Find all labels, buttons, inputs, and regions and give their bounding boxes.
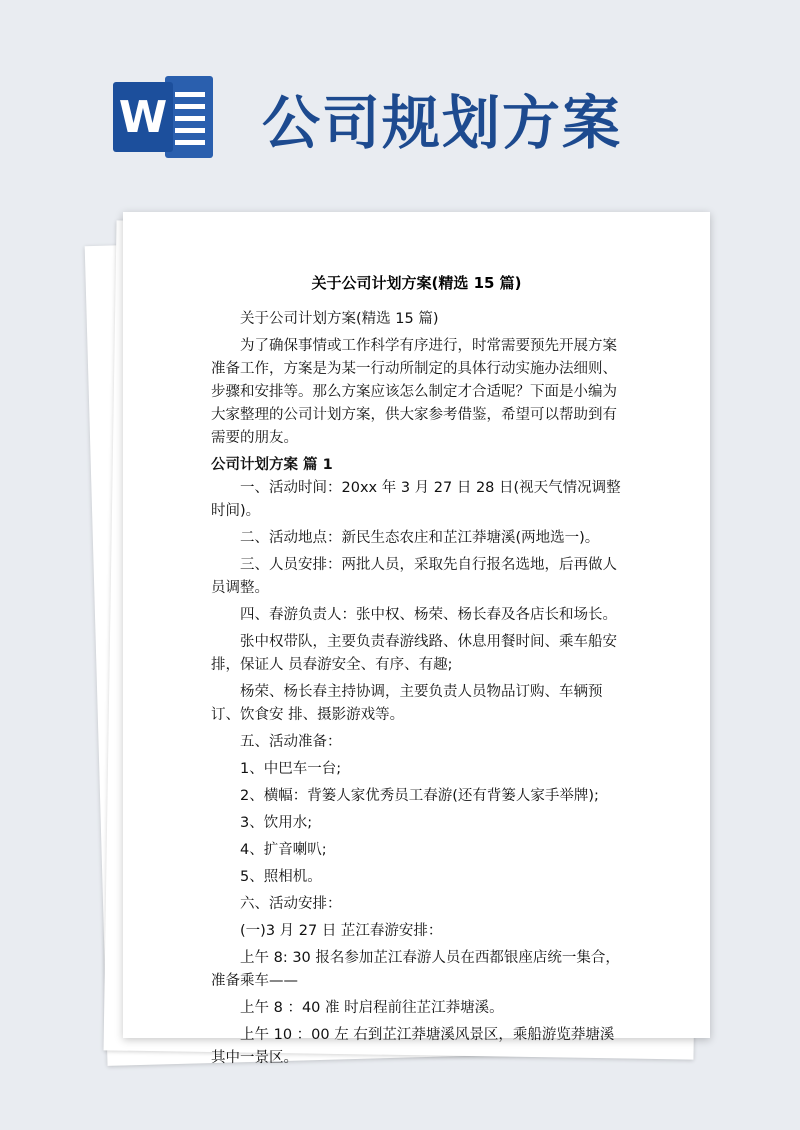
word-document-icon bbox=[113, 76, 213, 158]
paragraph: 一、活动时间：20xx 年 3 月 27 日 28 日(视天气情况调整时间)。 bbox=[211, 480, 621, 519]
list-item: 3、饮用水; bbox=[240, 815, 313, 831]
paragraph: 张中权带队，主要负责春游线路、休息用餐时间、乘车船安排，保证人 员春游安全、有序、有趣; bbox=[211, 634, 617, 673]
list-item: 1、中巴车一台; bbox=[240, 761, 342, 777]
paragraph: 上午 10 ：00 左 右到芷江莽塘溪风景区，乘船游览莽塘溪其中一景区。 bbox=[211, 1027, 615, 1066]
paragraph: 五、活动准备： bbox=[240, 734, 342, 750]
banner-title: 公司规划方案 bbox=[262, 89, 623, 157]
document-body bbox=[211, 308, 628, 1074]
paragraph: 上午 8: 30 报名参加芷江春游人员在西都银座店统一集合，准备乘车—— bbox=[211, 950, 620, 989]
paragraph: (一)3 月 27 日 芷江春游安排： bbox=[240, 923, 443, 939]
paragraph: 二、活动地点：新民生态农庄和芷江莽塘溪(两地选一)。 bbox=[240, 530, 600, 546]
word-logo-letter: W bbox=[113, 82, 173, 152]
paragraph: 四、春游负责人：张中权、杨荣、杨长春及各店长和场长。 bbox=[240, 607, 617, 623]
list-item: 2、横幅：背篓人家优秀员工春游(还有背篓人家手举牌); bbox=[240, 788, 599, 804]
paragraph: 杨荣、杨长春主持协调，主要负责人员物品订购、车辆预订、饮食安 排、摄影游戏等。 bbox=[211, 684, 603, 723]
paragraph: 关于公司计划方案(精选 15 篇) bbox=[240, 311, 439, 327]
paragraph: 三、人员安排：两批人员，采取先自行报名选地，后再做人员调整。 bbox=[211, 557, 617, 596]
list-item: 4、扩音喇叭; bbox=[240, 842, 327, 858]
paragraph: 为了确保事情或工作科学有序进行，时常需要预先开展方案准备工作，方案是为某一行动所制定的具体行动实施办法细则、步骤和安排等。那么方案应该怎么制定才合适呢？下面是小编为大家整理的公司计划方案，供大家参考借鉴，希望可以帮助到有需要的朋友。 bbox=[211, 338, 617, 446]
section-heading: 公司计划方案 篇 1 bbox=[211, 457, 333, 473]
header-banner bbox=[0, 0, 800, 200]
document-page bbox=[123, 212, 710, 1066]
paragraph: 上午 8 ：40 准 时启程前往芷江莽塘溪。 bbox=[240, 1000, 504, 1016]
list-item: 5、照相机。 bbox=[240, 869, 322, 885]
document-title: 关于公司计划方案(精选 15 篇) bbox=[311, 274, 522, 292]
paragraph: 六、活动安排： bbox=[240, 896, 342, 912]
